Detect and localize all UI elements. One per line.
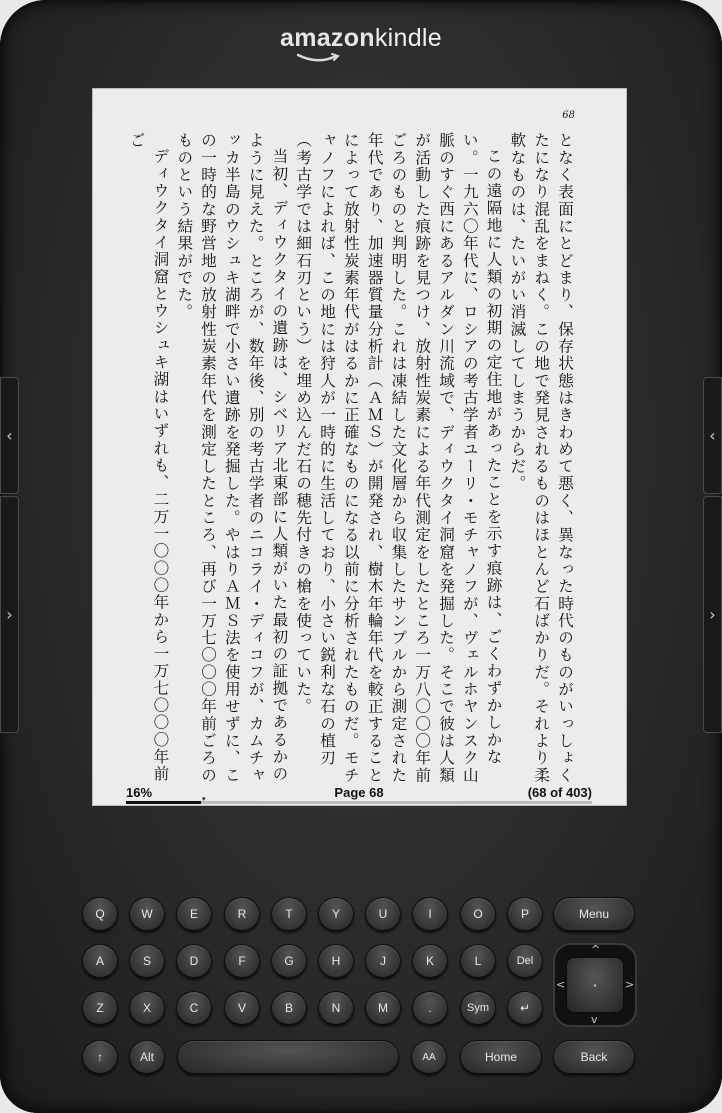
location-label: (68 of 403) [527,785,592,800]
key-j[interactable]: J [365,944,401,978]
arrow-down-icon[interactable]: v [591,1013,598,1026]
key-i[interactable]: I [412,897,448,931]
five-way-select-button[interactable]: · [566,957,624,1013]
left-prev-page-button[interactable] [0,377,19,494]
menu-button[interactable]: Menu [553,897,635,931]
key-d[interactable]: D [176,944,212,978]
symbol-key[interactable]: Sym [460,991,496,1025]
right-prev-page-button[interactable] [703,377,722,494]
reading-status-bar [126,785,592,801]
alt-key[interactable]: Alt [129,1040,165,1074]
key-l[interactable]: L [460,944,496,978]
key-f[interactable]: F [224,944,260,978]
paragraph: 当初、ディウクタイの遺跡は、シベリア北東部に人類がいた最初の証拠であるかのように見えた。ところが、数年後、別の考古学者のニコライ・ディコフが、カムチャッカ半島のウシュキ湖畔で小さい遺跡を発掘した。やはりＡＭＳ法を使用せずに、この一時的な野営地の放射性炭素年代を測定したところ、再び一万七〇〇〇年前ごろのものという結果がでた。 [175,132,289,784]
key-v[interactable]: V [224,991,260,1025]
key-o[interactable]: O [460,897,496,931]
logo-amazon-text: amazon [279,24,375,52]
logo-kindle-text: kindle [374,24,442,52]
progress-bar [126,795,592,804]
paragraph: この遠隔地に人類の初期の定住地があったことを示す痕跡は、ごくわずかしかない。一九六〇年代に、ロシアの考古学者ユーリ・モチャノフが、ヴェルホヤンスク山脈のすぐ西にあるアルダン川流域で、ディウクタイ洞窟を発掘した。そこで彼は人類が活動した痕跡を見つけ、放射性炭素による年代測定をしたところ一万八〇〇〇年前ごろのものと判明した。これは凍結した文化層から収集したサンプルから測定された年代であり、加速器質量分析計（ＡＭＳ）が開発され、樹木年輪年代を較正することによって放射性炭素年代がはるかに正確なものになる以前に分析されたものだ。モチャノフによれば、この地には狩人が一時的に生活しており、小さい鋭利な石の植刃（考古学では細石刃という）を埋め込んだ石の穂先付きの槍を使っていた。 [294,132,503,784]
arrow-right-icon[interactable]: > [625,978,635,991]
key-g[interactable]: G [271,944,307,978]
key-u[interactable]: U [365,897,401,931]
key-t[interactable]: T [271,897,307,931]
key-s[interactable]: S [129,944,165,978]
progress-bar-fill [126,801,201,804]
key-w[interactable]: W [129,897,165,931]
arrow-up-icon[interactable]: ^ [591,943,601,956]
key-r[interactable]: R [224,897,260,931]
key-k[interactable]: K [412,944,448,978]
chevron-right-icon: › [709,605,716,624]
enter-key[interactable]: ↵ [507,991,543,1025]
right-next-page-button[interactable] [703,496,722,733]
eink-screen [92,88,627,806]
key-a[interactable]: A [82,944,118,978]
page-number: 68 [562,110,575,121]
key-c[interactable]: C [176,991,212,1025]
font-size-key[interactable]: AA [411,1040,447,1074]
percent-read: 16% [126,785,153,800]
back-button[interactable]: Back [553,1040,635,1074]
period-key[interactable]: . [412,991,448,1025]
key-z[interactable]: Z [82,991,118,1025]
key-n[interactable]: N [318,991,354,1025]
home-button[interactable]: Home [460,1040,542,1074]
delete-key[interactable]: Del [507,944,543,978]
key-x[interactable]: X [129,991,165,1025]
key-y[interactable]: Y [318,897,354,931]
key-m[interactable]: M [365,991,401,1025]
current-page-label: Page 68 [334,785,384,800]
left-next-page-button[interactable] [0,496,19,733]
key-q[interactable]: Q [82,897,118,931]
space-bar[interactable] [177,1040,399,1074]
paragraph: ディウクタイ洞窟とウシュキ湖はいずれも、二万一〇〇〇年から一万七〇〇〇年前ご [127,132,170,783]
key-e[interactable]: E [176,897,212,931]
kindle-logo [0,24,722,53]
key-p[interactable]: P [507,897,543,931]
progress-marker-icon: ▾ [202,795,206,803]
book-text [127,132,576,784]
key-h[interactable]: H [318,944,354,978]
shift-key[interactable]: ↑ [82,1040,118,1074]
key-b[interactable]: B [271,991,307,1025]
chevron-left-icon: ‹ [6,426,13,445]
amazon-smile-icon [296,53,342,63]
chevron-right-icon: › [6,605,13,624]
arrow-left-icon[interactable]: < [556,978,566,991]
paragraph: となく表面にとどまり、保存状態はきわめて悪く、異なった時代のものがいっしょくたになり混乱をまねく。この地で発見されるものはほとんど石ばかりだ。それより柔軟なものは、たいがい消滅してしまうからだ。 [508,132,574,784]
chevron-left-icon: ‹ [709,426,716,445]
